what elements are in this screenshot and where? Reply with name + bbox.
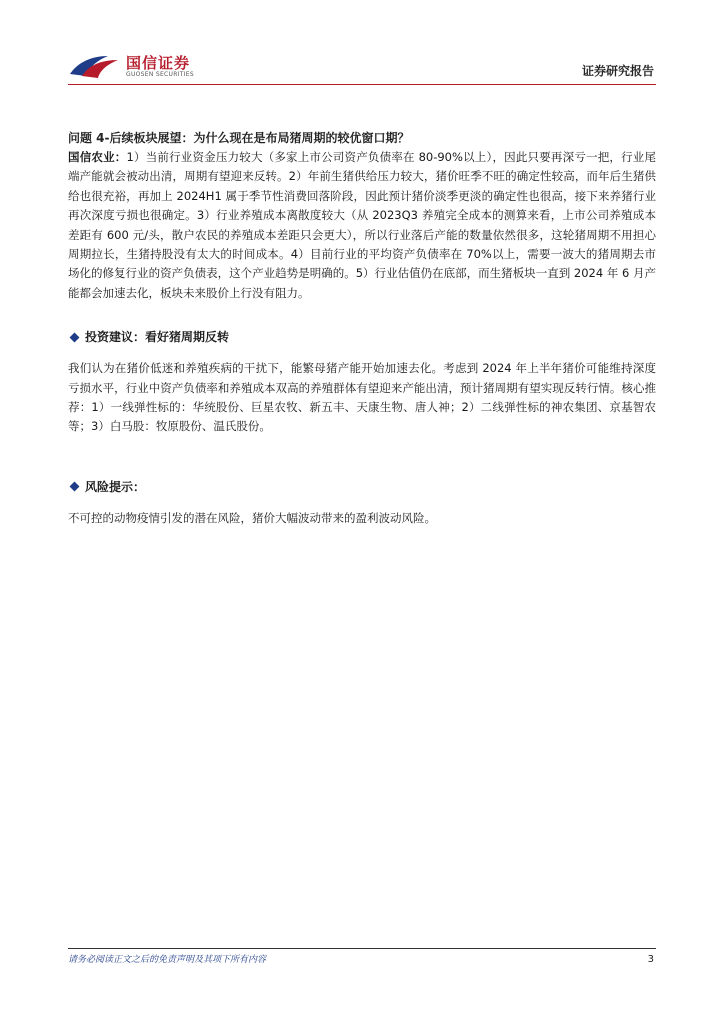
question-4-answer-text: 1）当前行业资金压力较大（多家上市公司资产负债率在 80-90%以上），因此只要再深亏一把，行业尾端产能就会被动出清，周期有望迎来反转。2）年前生猪供给压力较大，猪价旺季不旺的确定性较高，而年后生猪供给也很充裕，再加上 2024H1 属于季节性消费回落阶段，因此预计猪价淡季更淡的确定性也很高，接下来养猪行业再次深度亏损也很确定。3）行业养殖成本离散度较大（从 2023Q3 养殖完全成本的测算来看，上市公司养殖成本差距有 600 元/头，散户农民的养殖成本差距只会更大），所以行业落后产能的数量依然很多，这轮猪周期不用担心周期拉长，生猪持股没有太大的时间成本。4）目前行业的平均资产负债率在 70%以上，需要一波大的猪周期去市场化的修复行业的资产负债表，这个产业趋势是明确的。5）行业估值仍在底部，而生猪板块一直到 2024 年 6 月产能都会加速去化，板块未来股价上行没有阻力。 [68,150,656,300]
investment-body: 我们认为在猪价低迷和养殖疾病的干扰下，能繁母猪产能开始加速去化。考虑到 2024 年上半年猪价可能维持深度亏损水平，行业中资产负债率和养殖成本双高的养殖群体有望迎来产能出清，预计猪周期有望实现反转行情。核心推荐：1）一线弹性标的：华统股份、巨星农牧、新五丰、天康生物、唐人神；2）二线弹性标的神农集团、京基智农等；3）白马股：牧原股份、温氏股份。 [68,361,656,434]
logo-chinese-name: 国信证券 [126,54,191,72]
question-4-title: 问题 4-后续板块展望：为什么现在是布局猪周期的较优窗口期？ [68,131,410,145]
question-4-answer [68,148,656,303]
page-content [68,128,656,528]
logo-english-name: GUOSEN SECURITIES [126,71,195,78]
footer-divider [68,948,656,949]
speaker-label: 国信农业： [68,150,127,164]
footer-disclaimer: 请务必阅读正文之后的免责声明及其项下所有内容 [68,955,267,965]
risk-heading [68,477,656,497]
guosen-logo [68,50,218,82]
report-type-label: 证券研究报告 [581,64,654,78]
risk-body: 不可控的动物疫情引发的潜在风险，猪价大幅波动带来的盈利波动风险。 [68,510,436,525]
page-number: 3 [647,954,654,965]
risk-heading-text: 风险提示： [85,479,146,494]
report-header [68,50,656,82]
guosen-logo-icon [68,52,122,80]
investment-heading-text: 投资建议：看好猪周期反转 [85,330,230,345]
investment-heading [68,327,656,347]
diamond-bullet-icon [70,482,80,492]
diamond-bullet-icon [70,332,80,342]
header-divider [68,84,656,85]
